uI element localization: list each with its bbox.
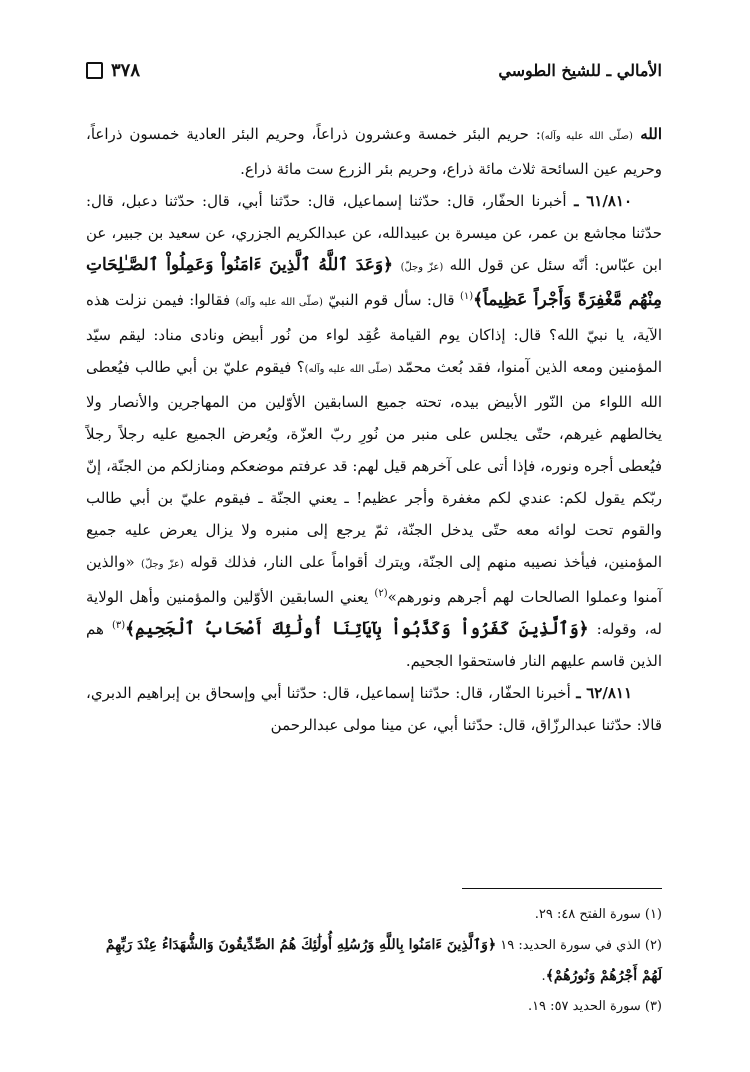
- quran-verse: ﴿وَٱلَّذِينَ ءَامَنُوا بِاللَّهِ وَرُسُلِهِ أُولَٰئِكَ هُمُ الصِّدِّيقُونَ وَالشُّهَدَاءُ عِنْدَ رَبِّهِمْ لَهُمْ أَجْرُهُمْ وَنُورُهُمْ﴾: [105, 937, 662, 984]
- main-text: [86, 118, 662, 741]
- honorific: (عزّ وجلّ): [141, 559, 184, 570]
- honorific: (صلّى الله عليه وآله): [235, 297, 323, 308]
- text-segment: «والذين آمنوا وعملوا الصالحات لهم أجرهم ونورهم»: [86, 553, 662, 606]
- footnote-ref: (١): [459, 291, 474, 302]
- footnotes: [86, 900, 662, 1022]
- page-number-block: [86, 60, 140, 81]
- hadith-810: [86, 185, 662, 677]
- text-segment: هم الذين قاسم عليهم النار فاستحقوا الجحيم.: [86, 620, 662, 670]
- honorific: (صلّى الله عليه وآله): [540, 131, 633, 142]
- page-number: ٣٧٨: [111, 59, 141, 81]
- text-segment: : حريم البئر خمسة وعشرون ذراعاً، وحريم البئر العادية خمسون ذراعاً، وحريم عين السائحة ثلاث مائة ذراع، وحريم بئر الزرع ست مائة ذراع.: [86, 125, 662, 178]
- footnote-2: [86, 930, 662, 992]
- footnote-divider: [462, 888, 662, 889]
- text-segment: أخبرنا الحفّار، قال: حدّثنا إسماعيل، قال: حدّثنا أبي، قال: حدّثنا دعبل، قال: حدّثنا مجاشع بن عمر، عن ميسرة بن عبيدالله، عن عبدالكريم الجزري، عن سعيد بن جبير، عن ابن عبّاس: أنّه سئل عن قول الله: [86, 192, 662, 274]
- text-segment: يعني السابقين الأوّلين والمؤمنين وأهل الولاية له، وقوله:: [86, 588, 662, 638]
- square-marker-icon: [86, 62, 103, 79]
- text-segment: أخبرنا الحفّار، قال: حدّثنا إسماعيل، قال: حدّثنا أبي وإسحاق بن إبراهيم الدبري، قالا: حدّثنا عبدالرزّاق، قال: حدّثنا أبي، عن مينا مولى عبدالرحمن: [86, 684, 662, 734]
- running-title: الأمالي ـ للشيخ الطوسي: [498, 60, 662, 80]
- text-segment: ؟ فيقوم عليّ بن أبي طالب فيُعطى الله اللواء من النّور الأبيض بيده، تحته جميع السابقين الأوّلين من المهاجرين والأنصار ولا يخالطهم غيرهم، حتّى يجلس على منبر من نُورِ ربّ العزّة، ويُعرض الجميع عليه رجلاً رجلاً فيُعطى أجره ونوره، فإذا أتى على آخرهم قيل لهم: قد عرفتم موضعكم ومنازلكم من الجنّة، إنّ ربّكم يقول لكم: عندي لكم مغفرة وأجر عظيم! ـ يعني الجنّة ـ فيقوم عليّ بن أبي طالب والقوم تحت لوائه معه حتّى يدخل الجنّة، ثمّ يرجع إلى منبره ولا يزال يعرض عليه جميع المؤمنين، فيأخذ نصيبه منهم إلى الجنّة، ويترك أقواماً على النار، فذلك قوله: [86, 358, 662, 571]
- honorific: (صلّى الله عليه وآله): [304, 364, 392, 375]
- footnote-ref: (٢): [374, 588, 388, 599]
- footnote-1: (١) سورة الفتح ٤٨: ٢٩.: [534, 907, 662, 922]
- hadith-number: ٦٢/٨١١ ـ: [570, 684, 632, 702]
- text-segment: فقالوا: فيمن نزلت هذه الآية، يا نبيّ الله؟ قال: إذاكان يوم القيامة عُقِد لواء من نُور أبيض ونادى مناد: ليقم سيّد المؤمنين ومعه الذين آمنوا، فقد بُعث محمّد: [86, 291, 662, 376]
- quran-verse: ﴿وَعَدَ ٱللَّهُ ٱلَّذِينَ ءَامَنُواْ وَعَمِلُواْ ٱلصَّـٰلِحَاتِ مِنْهُم مَّغْفِرَةً وَأَجْراً عَظِيماً﴾: [86, 255, 662, 310]
- footnote-end: .: [541, 969, 546, 984]
- quran-verse: ﴿وَٱلَّذِينَ كَفَرُواْ وَكَذَّبُواْ بِآيَاتِنَا أُولَٰئِكَ أَصْحَابُ ٱلْجَحِيمِ﴾: [125, 619, 589, 639]
- page-header: [86, 56, 662, 84]
- hadith-number: ٦١/٨١٠ ـ: [566, 192, 632, 210]
- paragraph-1: [86, 118, 662, 185]
- footnote-3: (٣) سورة الحديد ٥٧: ١٩.: [527, 999, 662, 1014]
- honorific: (عزّ وجلّ): [400, 262, 444, 273]
- text-segment: الله: [632, 125, 662, 143]
- text-segment: قال: سأل قوم النبيّ: [322, 291, 460, 309]
- footnote-text: (٢) الذي في سورة الحديد: ١٩: [496, 938, 662, 953]
- hadith-811: [86, 677, 662, 741]
- footnote-ref: (٣): [111, 620, 126, 631]
